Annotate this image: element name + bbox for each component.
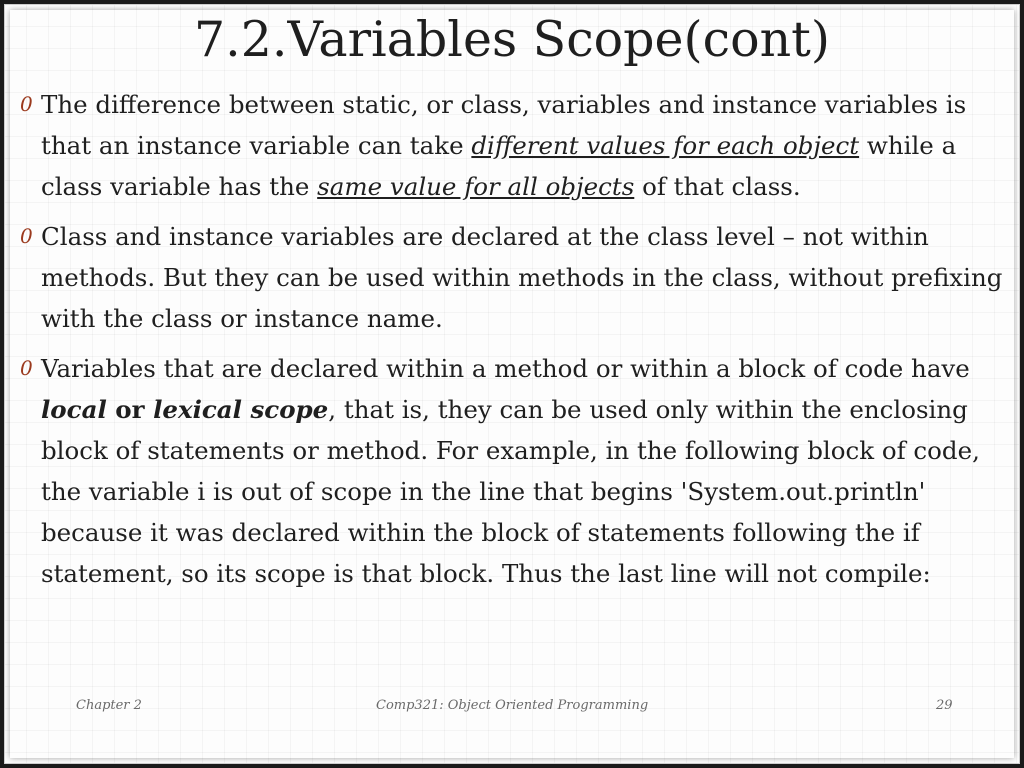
bullet-marker: 0 — [20, 356, 33, 380]
bullet-text: The difference between static, or class, variables and instance variables is that an instance variable can take — [41, 90, 967, 160]
footer-course-title: Comp321: Object Oriented Programming — [376, 698, 649, 713]
bullet-text: Variables that are declared within a method or within a block of code have — [41, 354, 970, 383]
footer-page-number: 29 — [936, 698, 953, 713]
bullet-item — [18, 84, 1008, 207]
footer-chapter: Chapter 2 — [76, 698, 142, 713]
slide-content — [18, 84, 1008, 603]
underlined-phrase: same value for all objects — [317, 172, 635, 201]
underlined-phrase: different values for each object — [471, 131, 860, 160]
bullet-item — [18, 216, 1008, 339]
slide-title: 7.2.Variables Scope(cont) — [194, 11, 830, 68]
emphasis-term: local — [41, 395, 107, 424]
bullet-text: while a class variable has the — [41, 131, 957, 201]
bullet-text: , that is, they can be used only within the enclosing block of statements or method. For example, in the following block of code, the variable i is out of scope in the line that begins 'System.out.println' because it was declared within the block of statements following the if statement, so its scope is that block. Thus the last line will not compile: — [41, 395, 980, 588]
bullet-text: Class and instance variables are declared at the class level – not within methods. But they can be used within methods in the class, without prefixing with the class or instance name. — [41, 222, 1003, 333]
bullet-marker: 0 — [20, 92, 33, 116]
bullet-marker: 0 — [20, 224, 33, 248]
bullet-text: of that class. — [634, 172, 801, 201]
emphasis-term: lexical scope — [153, 395, 329, 424]
bullet-item — [18, 348, 1008, 594]
slide-footer — [4, 698, 1020, 722]
emphasis-connector: or — [106, 395, 154, 424]
